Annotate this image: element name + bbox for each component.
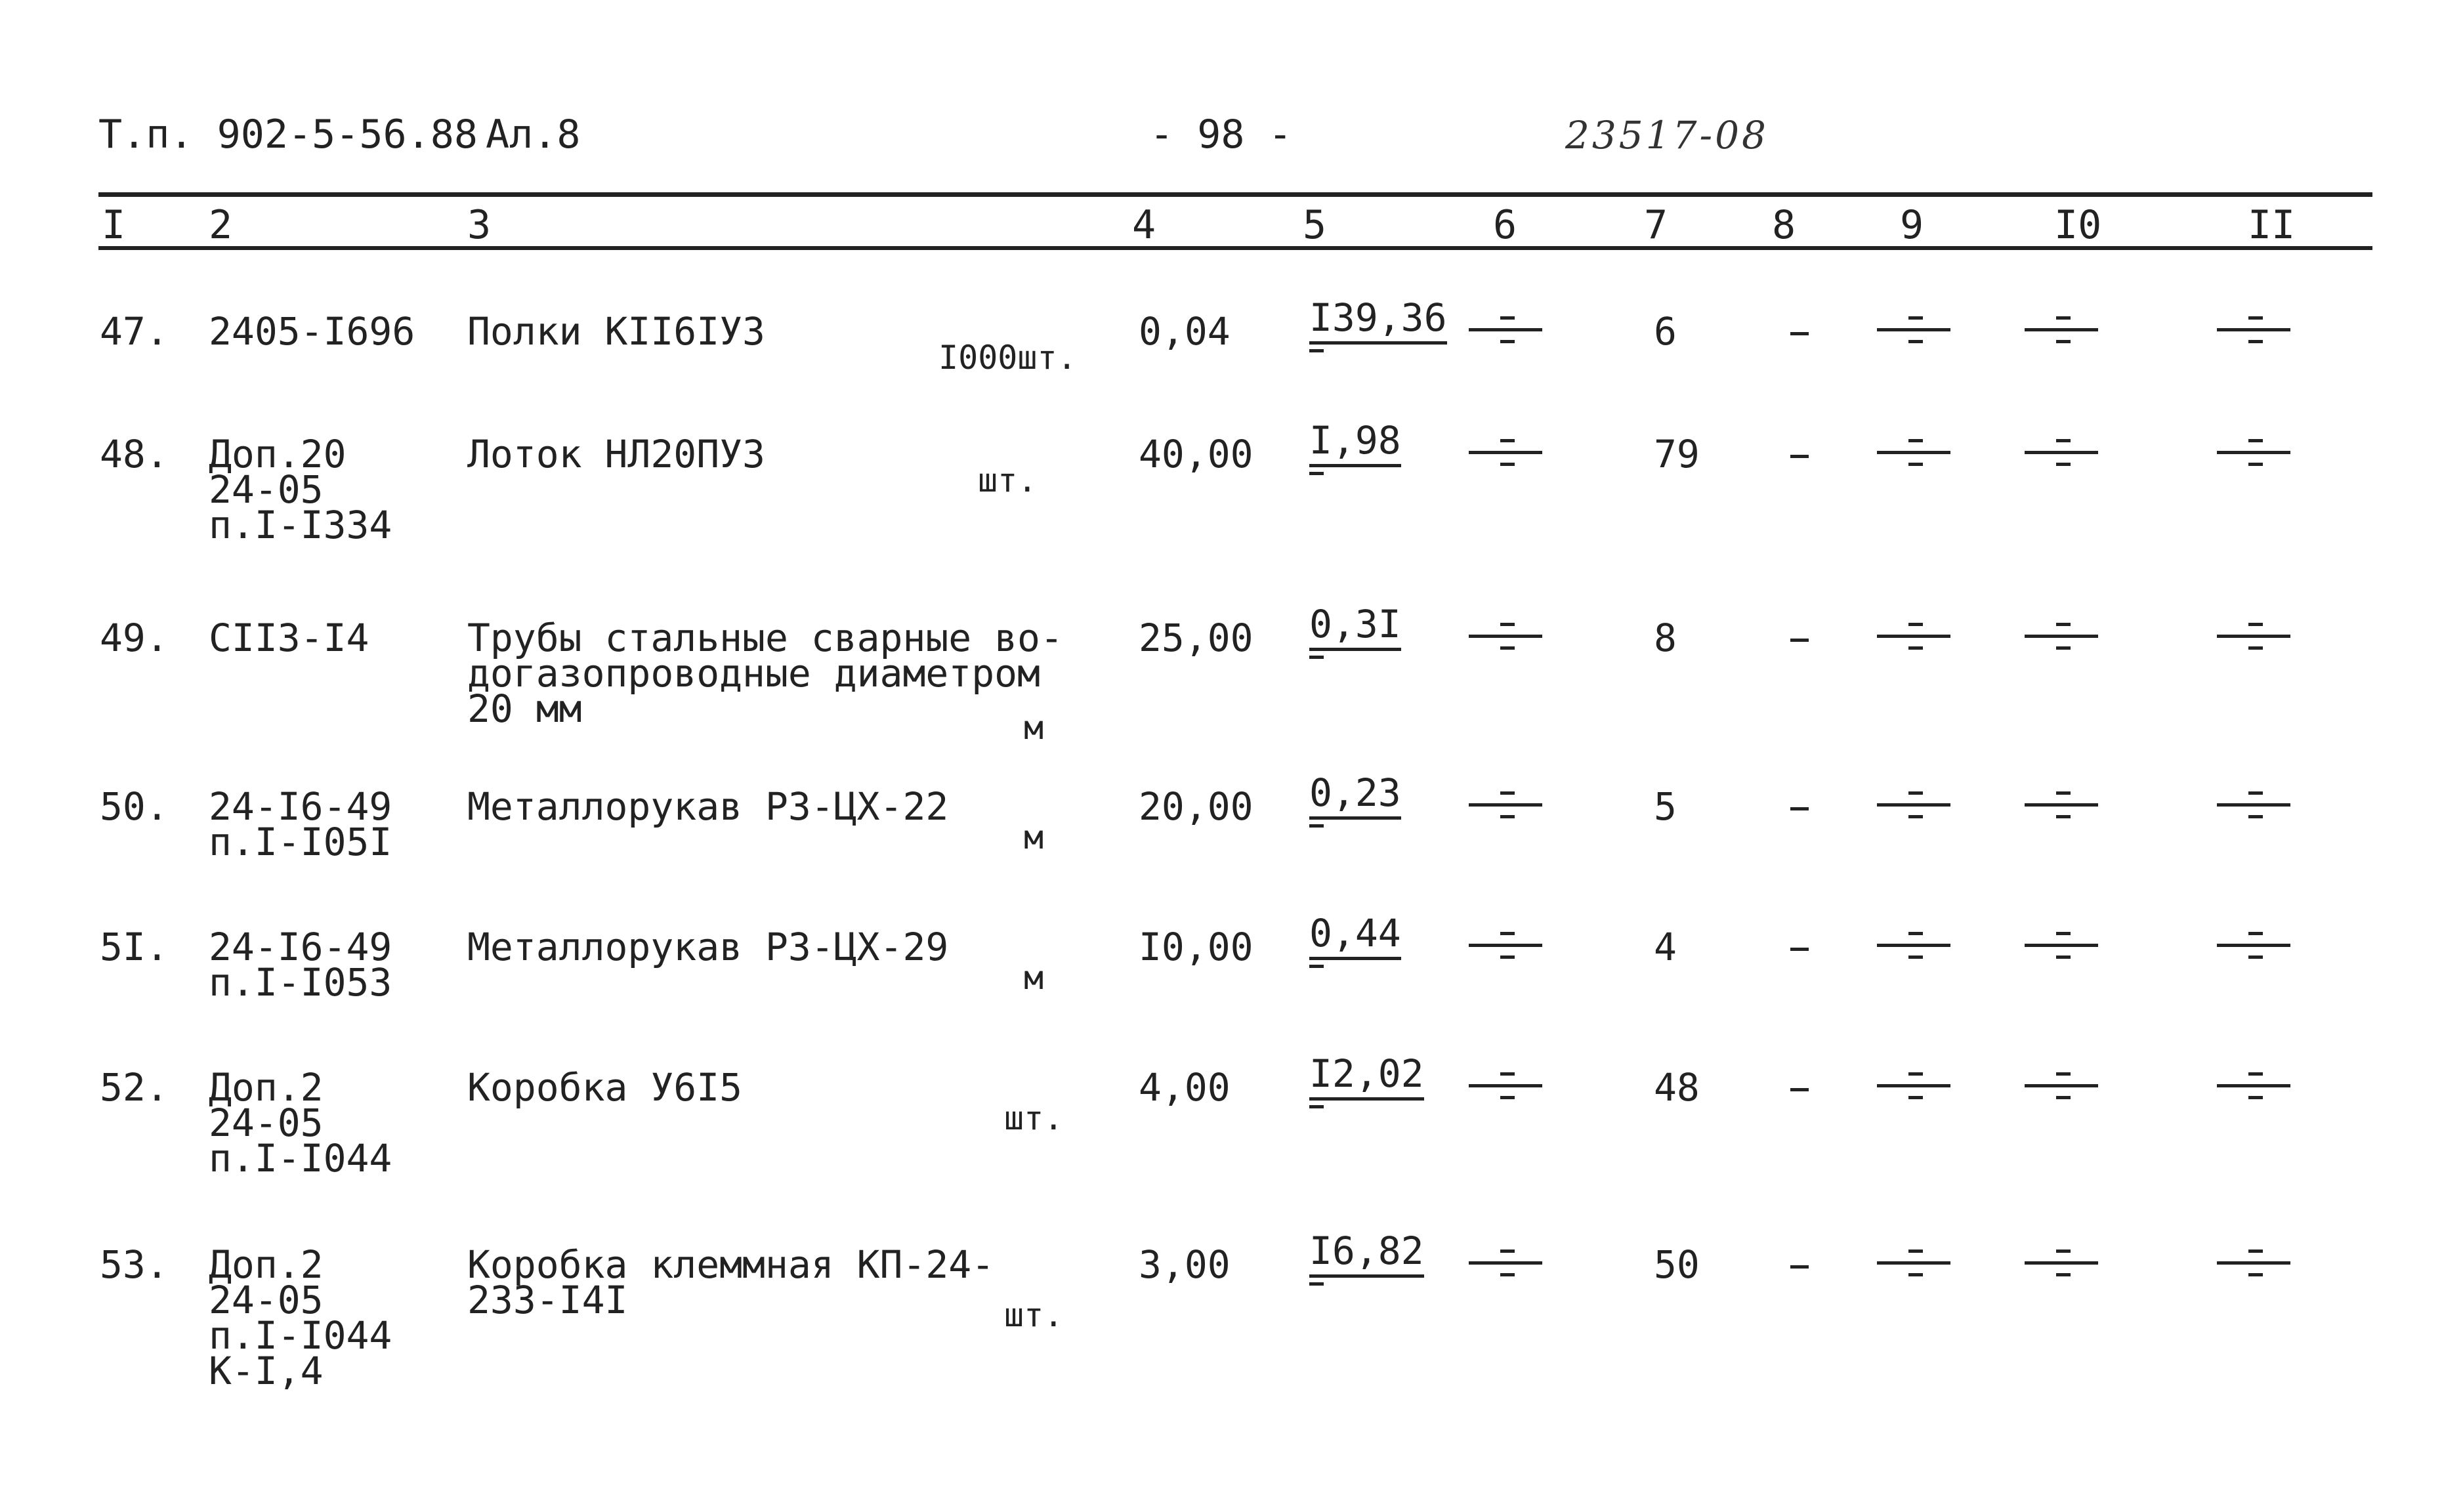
column-7-value: 8 — [1654, 616, 1677, 660]
unit-price — [1309, 770, 1401, 820]
ditto-dash-top — [2056, 439, 2071, 442]
ditto-line — [2025, 803, 2098, 807]
ditto-mark — [2025, 1243, 2098, 1282]
ditto-dash-top — [1500, 316, 1515, 320]
resource-code: 24-05 — [209, 1278, 324, 1322]
ditto-dash-top — [1500, 932, 1515, 935]
ditto-dash-bottom — [1500, 646, 1515, 650]
resource-code: 24-05 — [209, 467, 324, 512]
price-denominator-dash — [1309, 472, 1324, 475]
quantity: 4,00 — [1139, 1065, 1231, 1110]
resource-code: Доп.20 — [209, 432, 347, 476]
resource-code: СII3-I4 — [209, 616, 369, 660]
quantity: I0,00 — [1139, 925, 1253, 969]
unit-price-value: 0,3I — [1309, 602, 1401, 651]
ditto-line — [2217, 803, 2290, 807]
column-header: II — [2248, 202, 2296, 248]
column-7-value: 48 — [1654, 1065, 1700, 1110]
column-8-dash — [1790, 807, 1809, 810]
ditto-dash-top — [2248, 932, 2263, 935]
resource-code: Доп.2 — [209, 1065, 324, 1110]
ditto-mark — [2025, 925, 2098, 965]
ditto-line — [1877, 328, 1950, 331]
quantity: 0,04 — [1139, 309, 1231, 354]
archive-stamp: 23517-08 — [1565, 113, 1769, 158]
ditto-dash-bottom — [2248, 815, 2263, 818]
column-7-value: 5 — [1654, 784, 1677, 829]
ditto-mark — [1469, 310, 1542, 349]
resource-code: 24-I6-49 — [209, 925, 392, 969]
ditto-mark — [2025, 432, 2098, 472]
ditto-dash-bottom — [2248, 646, 2263, 650]
column-8-dash — [1790, 455, 1809, 458]
ditto-dash-bottom — [2056, 646, 2071, 650]
column-header: I0 — [2054, 202, 2102, 248]
ditto-mark — [1469, 925, 1542, 965]
unit-price-value: 0,44 — [1309, 911, 1401, 960]
ditto-mark — [1877, 310, 1950, 349]
ditto-dash-bottom — [1908, 956, 1923, 959]
column-7-value: 50 — [1654, 1242, 1700, 1287]
resource-code: п.I-I334 — [209, 503, 392, 547]
ditto-mark — [1469, 785, 1542, 824]
item-name: Полки КII6IУ3 — [467, 309, 765, 354]
column-header: 9 — [1900, 202, 1924, 248]
column-8-dash — [1790, 332, 1809, 335]
ditto-line — [2217, 1084, 2290, 1087]
ditto-dash-top — [1500, 439, 1515, 442]
ditto-mark — [2025, 310, 2098, 349]
unit-of-measure: шт. — [978, 461, 1038, 499]
ditto-dash-top — [2248, 316, 2263, 320]
row-number: 50. — [100, 784, 169, 829]
row-number: 48. — [100, 432, 169, 476]
ditto-dash-top — [1908, 316, 1923, 320]
unit-of-measure: м — [1024, 709, 1044, 747]
unit-of-measure: I000шт. — [938, 339, 1077, 377]
ditto-line — [1877, 451, 1950, 454]
album-number: Ал.8 — [486, 112, 581, 158]
ditto-line — [1469, 635, 1542, 638]
item-name: Металлорукав Р3-ЦХ-29 — [467, 925, 949, 969]
resource-code: Доп.2 — [209, 1242, 324, 1287]
ditto-line — [2025, 635, 2098, 638]
row-number: 52. — [100, 1065, 169, 1110]
ditto-mark — [1877, 1066, 1950, 1105]
unit-price — [1309, 295, 1447, 345]
unit-price — [1309, 1051, 1424, 1101]
column-8-dash — [1790, 1265, 1809, 1269]
ditto-line — [1877, 944, 1950, 947]
ditto-dash-top — [2056, 791, 2071, 795]
ditto-dash-top — [1908, 439, 1923, 442]
ditto-dash-bottom — [2248, 463, 2263, 466]
document-code: Т.п. 902-5-56.88 — [98, 112, 478, 158]
ditto-mark — [1877, 616, 1950, 656]
column-7-value: 4 — [1654, 925, 1677, 969]
column-header: 8 — [1772, 202, 1796, 248]
ditto-dash-top — [2248, 1072, 2263, 1076]
ditto-line — [2217, 1261, 2290, 1265]
ditto-dash-bottom — [2056, 956, 2071, 959]
resource-code: п.I-I053 — [209, 960, 392, 1005]
ditto-dash-bottom — [2056, 340, 2071, 343]
ditto-mark — [2025, 616, 2098, 656]
column-8-dash — [1790, 1088, 1809, 1091]
ditto-line — [2025, 1084, 2098, 1087]
ditto-dash-bottom — [1908, 815, 1923, 818]
ditto-mark — [2217, 1066, 2290, 1105]
ditto-line — [2025, 1261, 2098, 1265]
ditto-line — [1469, 803, 1542, 807]
resource-code: 24-05 — [209, 1101, 324, 1145]
ditto-dash-bottom — [1908, 1096, 1923, 1099]
ditto-mark — [2025, 785, 2098, 824]
ditto-dash-bottom — [2056, 1273, 2071, 1276]
unit-price — [1309, 1228, 1424, 1278]
ditto-line — [2025, 944, 2098, 947]
ditto-dash-bottom — [2248, 956, 2263, 959]
ditto-mark — [2217, 432, 2290, 472]
unit-price-value: I39,36 — [1309, 295, 1447, 345]
unit-of-measure: м — [1024, 959, 1044, 997]
price-denominator-dash — [1309, 656, 1324, 659]
ditto-dash-bottom — [2056, 463, 2071, 466]
ditto-mark — [1469, 432, 1542, 472]
item-name: Коробка клеммная КП-24- — [467, 1242, 995, 1287]
ditto-mark — [2025, 1066, 2098, 1105]
column-header: 6 — [1493, 202, 1517, 248]
column-header: 7 — [1644, 202, 1668, 248]
unit-price-value: I,98 — [1309, 418, 1401, 467]
ditto-mark — [2217, 616, 2290, 656]
ditto-dash-top — [2248, 439, 2263, 442]
column-header: 3 — [467, 202, 492, 248]
column-8-dash — [1790, 639, 1809, 642]
quantity: 20,00 — [1139, 784, 1253, 829]
column-header: I — [102, 202, 126, 248]
column-header: 2 — [209, 202, 233, 248]
ditto-dash-top — [2056, 316, 2071, 320]
ditto-dash-bottom — [1500, 1273, 1515, 1276]
ditto-dash-top — [2056, 623, 2071, 626]
item-name: Лоток НЛ20ПУ3 — [467, 432, 765, 476]
ditto-mark — [2217, 1243, 2290, 1282]
unit-price-value: I6,82 — [1309, 1228, 1424, 1278]
ditto-dash-top — [2248, 791, 2263, 795]
ditto-mark — [1877, 432, 1950, 472]
ditto-dash-bottom — [1500, 1096, 1515, 1099]
unit-of-measure: шт. — [1004, 1099, 1064, 1137]
resource-code: 2405-I696 — [209, 309, 415, 354]
ditto-mark — [2217, 310, 2290, 349]
ditto-mark — [1469, 616, 1542, 656]
resource-code: п.I-I044 — [209, 1136, 392, 1181]
ditto-line — [2217, 451, 2290, 454]
item-name: Металлорукав Р3-ЦХ-22 — [467, 784, 949, 829]
ditto-dash-top — [2056, 1250, 2071, 1253]
ditto-line — [1469, 1261, 1542, 1265]
ditto-dash-top — [1908, 1250, 1923, 1253]
ditto-line — [2217, 328, 2290, 331]
resource-code: К-I,4 — [209, 1349, 324, 1393]
ditto-dash-top — [2056, 1072, 2071, 1076]
row-number: 5I. — [100, 925, 169, 969]
ditto-dash-bottom — [1500, 463, 1515, 466]
item-name: догазопроводные диаметром — [467, 651, 1040, 696]
ditto-dash-bottom — [1908, 1273, 1923, 1276]
unit-price — [1309, 911, 1401, 960]
row-number: 53. — [100, 1242, 169, 1287]
ditto-mark — [1877, 1243, 1950, 1282]
column-7-value: 6 — [1654, 309, 1677, 354]
ditto-line — [2025, 328, 2098, 331]
ditto-mark — [2217, 785, 2290, 824]
ditto-dash-bottom — [1500, 340, 1515, 343]
ditto-dash-bottom — [2056, 815, 2071, 818]
ditto-line — [1877, 1084, 1950, 1087]
ditto-dash-bottom — [1500, 956, 1515, 959]
ditto-line — [1877, 1261, 1950, 1265]
ditto-dash-bottom — [2248, 1096, 2263, 1099]
column-header: 4 — [1132, 202, 1156, 248]
price-denominator-dash — [1309, 965, 1324, 968]
resource-code: 24-I6-49 — [209, 784, 392, 829]
ditto-mark — [1877, 925, 1950, 965]
ditto-dash-top — [1908, 1072, 1923, 1076]
ditto-dash-bottom — [2056, 1096, 2071, 1099]
ditto-line — [1469, 944, 1542, 947]
column-7-value: 79 — [1654, 432, 1700, 476]
quantity: 40,00 — [1139, 432, 1253, 476]
price-denominator-dash — [1309, 824, 1324, 828]
column-8-dash — [1790, 948, 1809, 951]
ditto-line — [2025, 451, 2098, 454]
table-header-rule — [98, 246, 2372, 250]
item-name: 20 мм — [467, 686, 582, 731]
ditto-dash-top — [1908, 791, 1923, 795]
ditto-line — [1469, 451, 1542, 454]
ditto-dash-top — [2248, 1250, 2263, 1253]
ditto-mark — [2217, 925, 2290, 965]
ditto-dash-top — [1908, 623, 1923, 626]
ditto-line — [1469, 1084, 1542, 1087]
unit-price — [1309, 418, 1401, 467]
ditto-dash-bottom — [1908, 463, 1923, 466]
ditto-mark — [1877, 785, 1950, 824]
ditto-mark — [1469, 1066, 1542, 1105]
table-top-rule — [98, 192, 2372, 197]
ditto-dash-bottom — [1908, 646, 1923, 650]
quantity: 25,00 — [1139, 616, 1253, 660]
item-name: Трубы стальные сварные во- — [467, 616, 1063, 660]
column-header: 5 — [1303, 202, 1327, 248]
ditto-dash-top — [2056, 932, 2071, 935]
price-denominator-dash — [1309, 1282, 1324, 1286]
ditto-line — [1877, 635, 1950, 638]
ditto-line — [2217, 635, 2290, 638]
ditto-line — [2217, 944, 2290, 947]
resource-code: п.I-I044 — [209, 1313, 392, 1358]
ditto-line — [1877, 803, 1950, 807]
ditto-dash-top — [1500, 1250, 1515, 1253]
page-number: - 98 - — [1150, 112, 1292, 158]
ditto-dash-top — [2248, 623, 2263, 626]
unit-of-measure: м — [1024, 818, 1044, 856]
quantity: 3,00 — [1139, 1242, 1231, 1287]
ditto-dash-bottom — [2248, 1273, 2263, 1276]
ditto-dash-top — [1500, 791, 1515, 795]
ditto-dash-top — [1500, 623, 1515, 626]
row-number: 49. — [100, 616, 169, 660]
item-name: Коробка У6I5 — [467, 1065, 743, 1110]
item-name: 233-I4I — [467, 1278, 628, 1322]
ditto-dash-bottom — [2248, 340, 2263, 343]
ditto-dash-top — [1500, 1072, 1515, 1076]
resource-code: п.I-I05I — [209, 820, 392, 864]
ditto-mark — [1469, 1243, 1542, 1282]
ditto-dash-top — [1908, 932, 1923, 935]
row-number: 47. — [100, 309, 169, 354]
price-denominator-dash — [1309, 349, 1324, 352]
unit-price — [1309, 602, 1401, 651]
price-denominator-dash — [1309, 1105, 1324, 1108]
unit-price-value: I2,02 — [1309, 1051, 1424, 1101]
ditto-dash-bottom — [1500, 815, 1515, 818]
ditto-line — [1469, 328, 1542, 331]
ditto-dash-bottom — [1908, 340, 1923, 343]
unit-price-value: 0,23 — [1309, 770, 1401, 820]
unit-of-measure: шт. — [1004, 1296, 1064, 1334]
